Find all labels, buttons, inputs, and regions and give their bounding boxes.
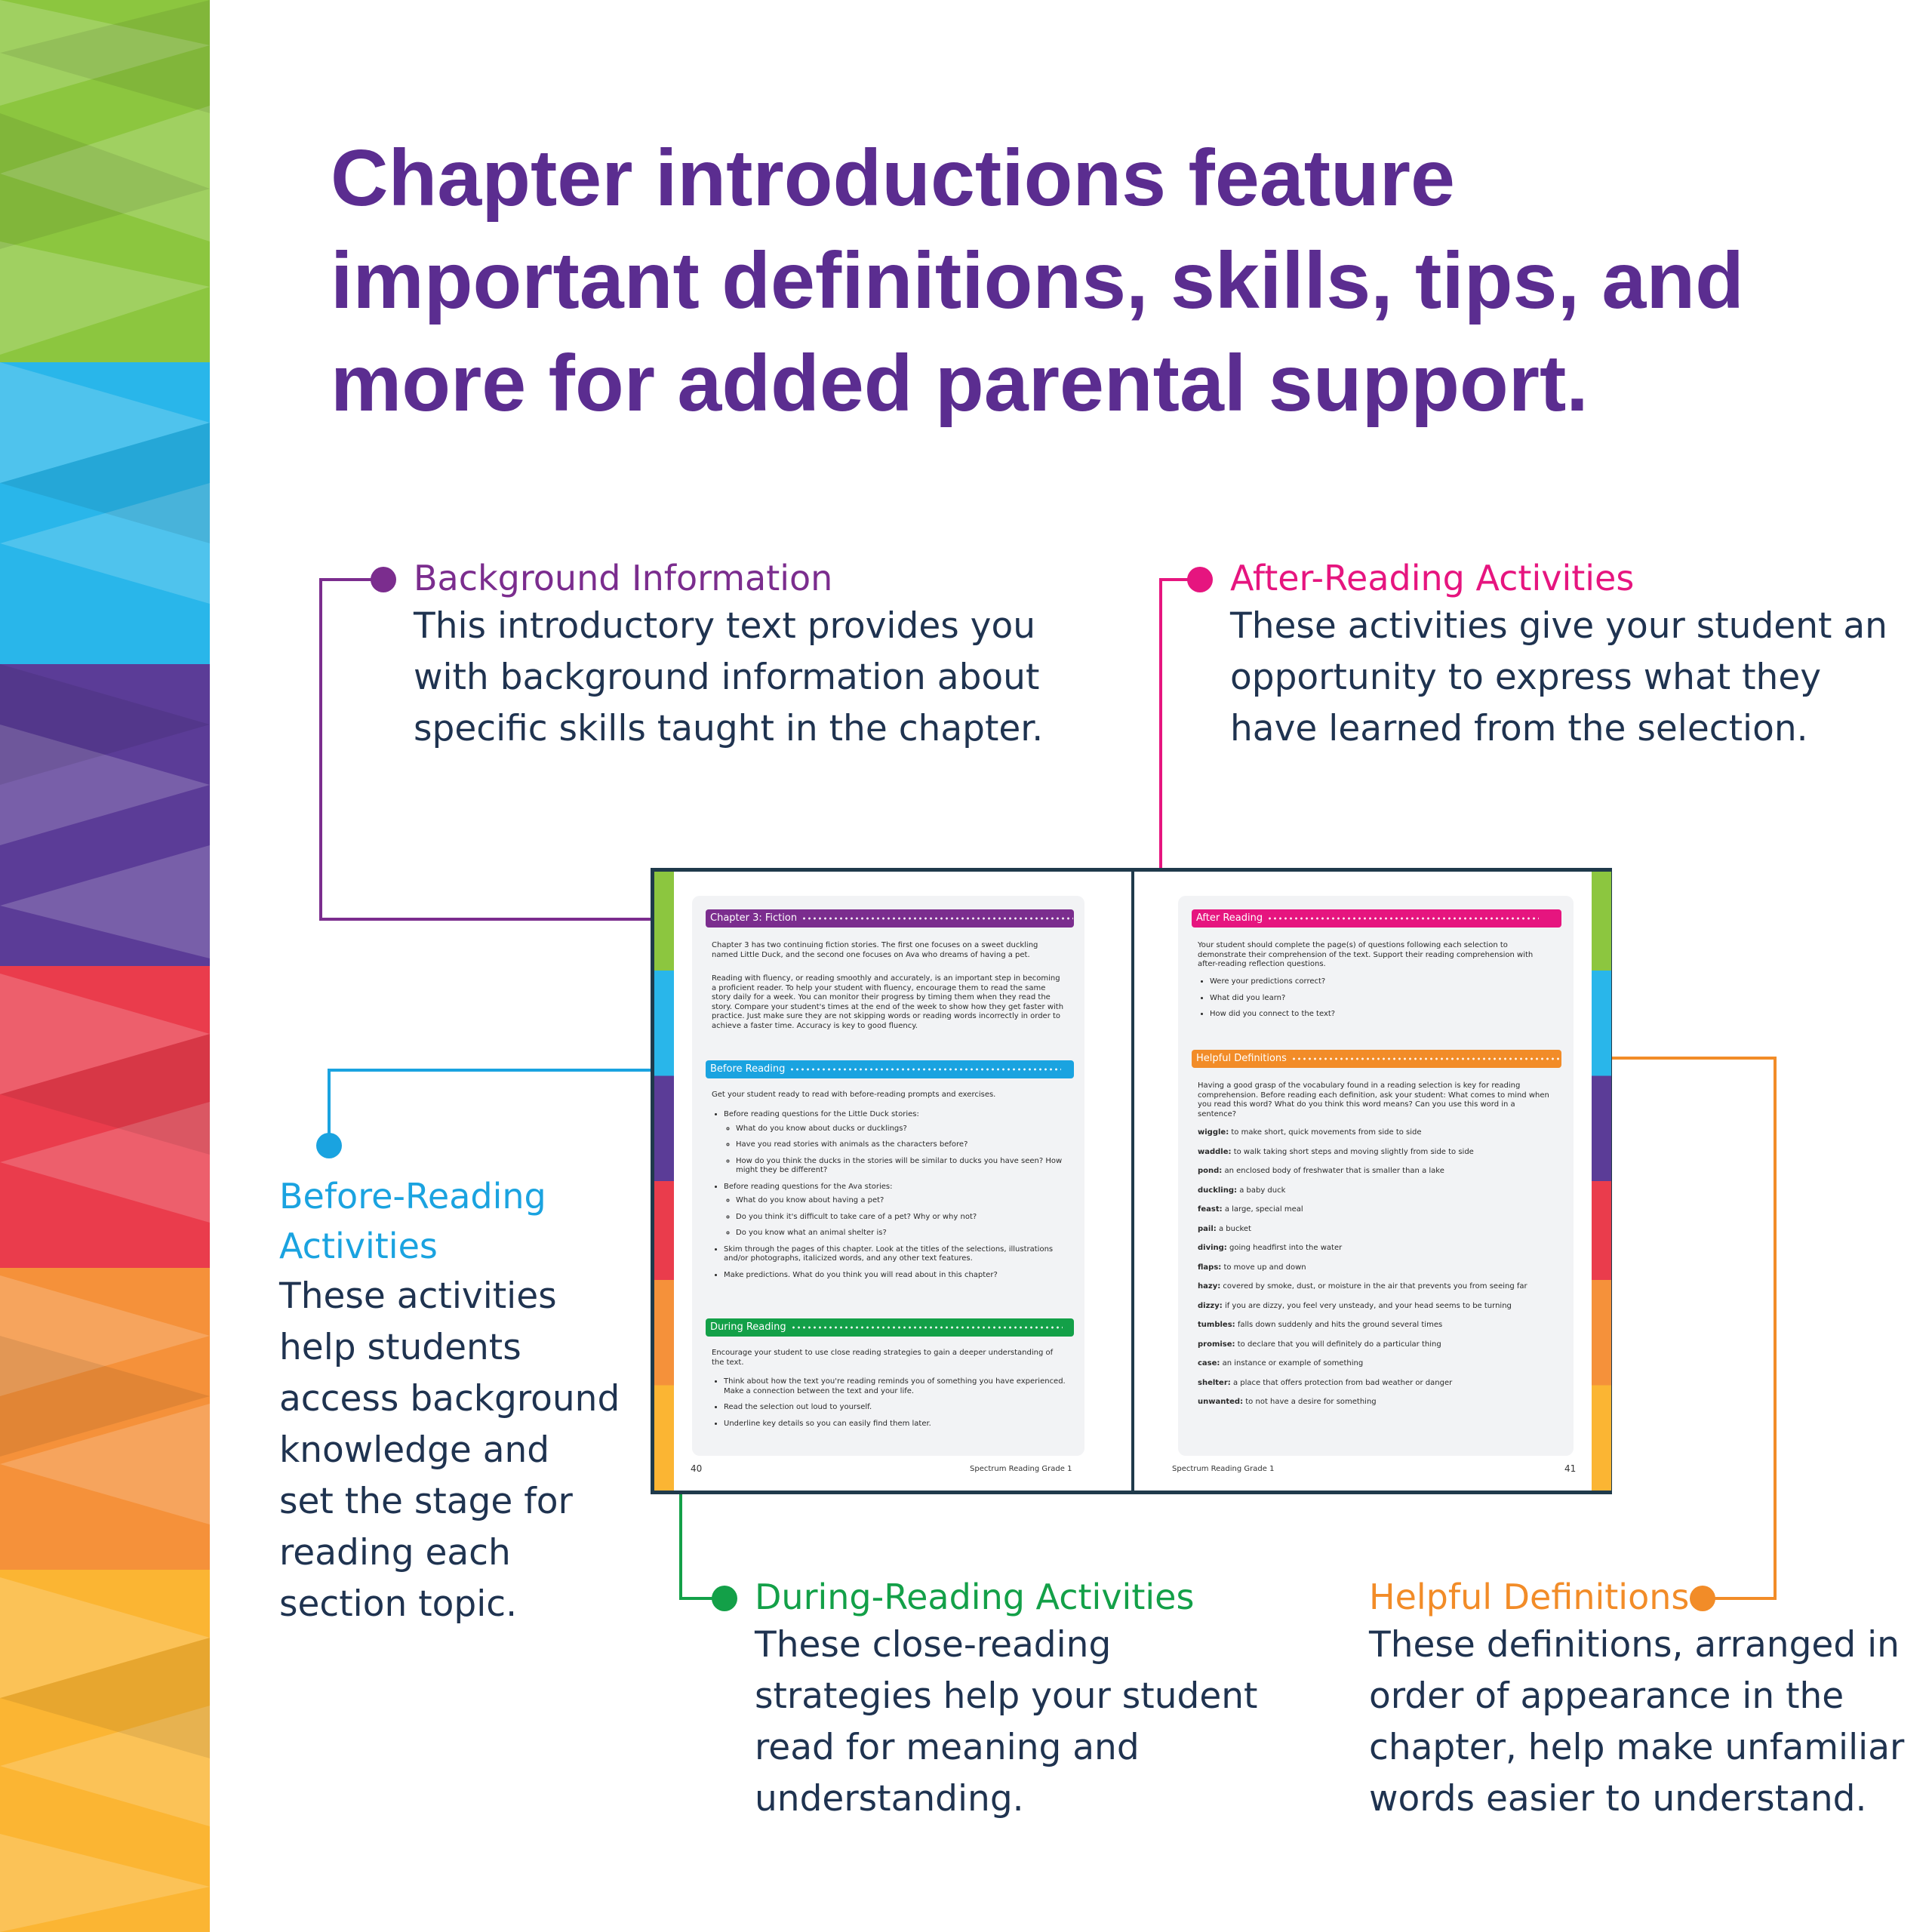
after-reading-intro: Your student should complete the page(s) of questions following each selection to demonstrate their comprehension of the text. Support their reading comprehension with after-reading reflection questions.: [1198, 941, 1534, 968]
text-line: with background information about: [414, 657, 1040, 698]
callout-title: During-Reading Activities: [755, 1577, 1195, 1617]
helpful-definitions-bar: [1192, 1050, 1561, 1068]
book-spread: [651, 868, 1612, 1494]
callout-before-reading: [279, 1171, 634, 1630]
bar-label: Chapter 3: Fiction: [710, 912, 798, 924]
definition-item: shelter: a place that offers protection from bad weather or danger: [1198, 1378, 1453, 1387]
list-item: • Were your predictions correct?: [1210, 977, 1552, 987]
list-item: • Before reading questions for the Little Duck stories: ◦ What do you know about ducks or ducklings? ◦ Have you read stories with animals as the characters before? ◦ How do you think the ducks in the stories will be similar to ducks you have seen? How might they be different?: [724, 1110, 1066, 1176]
definition-item: pond: an enclosed body of freshwater that is smaller than a lake: [1198, 1167, 1444, 1175]
text-line: knowledge and: [279, 1429, 550, 1471]
headline-line-2: important definitions, skills, tips, and: [331, 236, 1744, 325]
during-reading-list: [712, 1377, 1066, 1435]
definition-item: dizzy: if you are dizzy, you feel very unsteady, and your head seems to be turning: [1198, 1301, 1512, 1310]
bar-label: During Reading: [710, 1321, 786, 1333]
definition-item: flaps: to move up and down: [1198, 1263, 1306, 1272]
dot-background: [371, 567, 396, 592]
title-line: Before-Reading: [279, 1176, 546, 1217]
text-line: opportunity to express what they: [1230, 657, 1822, 698]
headline-line-3: more for added parental support.: [331, 339, 1589, 428]
definition-item: tumbles: falls down suddenly and hits the ground several times: [1198, 1321, 1443, 1329]
definition-item: promise: to declare that you will definitely do a particular thing: [1198, 1340, 1441, 1349]
before-reading-bar: [706, 1060, 1074, 1078]
definition-item: diving: going headfirst into the water: [1198, 1244, 1343, 1252]
callout-after-reading: [1230, 555, 1909, 755]
right-page-color-edge: [1592, 872, 1611, 1491]
before-reading-intro: Get your student ready to read with before-reading prompts and exercises.: [712, 1091, 996, 1099]
callout-during-reading: [755, 1574, 1298, 1825]
text-line: These activities give your student an: [1230, 605, 1887, 647]
text-line: section topic.: [279, 1583, 518, 1625]
list-item: • Read the selection out loud to yourself.: [724, 1403, 1066, 1413]
callout-text: [414, 601, 1063, 755]
bar-label: After Reading: [1196, 912, 1263, 924]
list-item: • Make predictions. What do you think you will read about in this chapter?: [724, 1271, 1066, 1281]
page-number-left: 40: [691, 1463, 703, 1474]
list-item: • Before reading questions for the Ava stories: ◦ What do you know about having a pet? ◦ Do you think it's difficult to take care of a pet? Why or why not? ◦ Do you know what an animal shelter is?: [724, 1183, 1066, 1238]
after-reading-list: [1198, 977, 1552, 1026]
callout-title: After-Reading Activities: [1230, 558, 1635, 598]
footer-left: Spectrum Reading Grade 1: [970, 1465, 1072, 1473]
definition-item: wiggle: to make short, quick movements from side to side: [1198, 1128, 1422, 1137]
dot-during: [712, 1586, 737, 1611]
callout-background-information: [414, 555, 1063, 755]
list-item: • What did you learn?: [1210, 994, 1552, 1004]
left-page-color-edge: [654, 872, 674, 1491]
definition-item: feast: a large, special meal: [1198, 1205, 1303, 1214]
list-item: ◦ What do you know about ducks or ducklings?: [736, 1124, 1066, 1134]
text-line: help students: [279, 1327, 521, 1368]
text-line: These close-reading: [755, 1624, 1112, 1666]
definition-item: waddle: to walk taking short steps and moving slightly from side to side: [1198, 1147, 1474, 1156]
definition-item: pail: a bucket: [1198, 1224, 1251, 1233]
during-reading-bar: [706, 1318, 1074, 1337]
text-line: reading each: [279, 1532, 511, 1574]
list-item: • Skim through the pages of this chapter. Look at the titles of the selections, illustrations and/or photographs, italicized words, and any other text features.: [724, 1245, 1066, 1264]
callout-title: Helpful Definitions: [1369, 1577, 1690, 1617]
list-item: ◦ Do you think it's difficult to take care of a pet? Why or why not?: [736, 1213, 1066, 1223]
text-line: order of appearance in the: [1369, 1675, 1844, 1717]
callout-helpful-definitions: [1369, 1574, 1912, 1825]
during-reading-intro: Encourage your student to use close reading strategies to gain a deeper understanding of the text.: [712, 1349, 1054, 1367]
list-item: • How did you connect to the text?: [1210, 1010, 1552, 1020]
text-line: chapter, help make unfamiliar: [1369, 1727, 1905, 1768]
text-line: specific skills taught in the chapter.: [414, 708, 1044, 749]
list-item: • Underline key details so you can easily find them later.: [724, 1420, 1066, 1429]
before-reading-list: [712, 1110, 1066, 1287]
text-line: access background: [279, 1378, 620, 1420]
text-line: words easier to understand.: [1369, 1778, 1867, 1820]
list-item: ◦ What do you know about having a pet?: [736, 1196, 1066, 1206]
list-item: • Think about how the text you're reading reminds you of something you have experienced. Make a connection between the text and your life.: [724, 1377, 1066, 1396]
text-line: These activities: [279, 1275, 557, 1317]
text-line: set the stage for: [279, 1481, 573, 1522]
chapter-bar: [706, 909, 1074, 928]
definition-item: unwanted: to not have a desire for something: [1198, 1398, 1377, 1406]
bar-label: Helpful Definitions: [1196, 1053, 1287, 1064]
callout-text: [279, 1271, 634, 1630]
list-item: ◦ Do you know what an animal shelter is?: [736, 1229, 1066, 1238]
definition-item: duckling: a baby duck: [1198, 1186, 1286, 1195]
callout-text: [1230, 601, 1909, 755]
right-page: [1134, 872, 1611, 1491]
definition-item: hazy: covered by smoke, dust, or moisture in the air that prevents you from seeing far: [1198, 1282, 1527, 1291]
list-item: ◦ How do you think the ducks in the stories will be similar to ducks you have seen? How might they be different?: [736, 1157, 1066, 1176]
text-line: These definitions, arranged in: [1369, 1624, 1900, 1666]
dot-after: [1187, 567, 1213, 592]
list-item: ◦ Have you read stories with animals as the characters before?: [736, 1140, 1066, 1150]
text-line: understanding.: [755, 1778, 1024, 1820]
callout-text: [755, 1620, 1298, 1825]
after-reading-bar: [1192, 909, 1561, 928]
callout-title: Background Information: [414, 558, 833, 598]
page-number-right: 41: [1564, 1463, 1577, 1474]
definition-item: case: an instance or example of something: [1198, 1359, 1364, 1367]
definitions-list: [1198, 1128, 1560, 1417]
intro-paragraph-1: Chapter 3 has two continuing fiction stories. The first one focuses on a sweet duckling named Little Duck, and the second one focuses on Ava who dreams of having a pet.: [712, 941, 1038, 959]
callout-title: [279, 1171, 634, 1271]
headline-line-1: Chapter introductions feature: [331, 134, 1456, 223]
callout-text: [1369, 1620, 1912, 1825]
text-line: strategies help your student: [755, 1675, 1258, 1717]
title-line: Activities: [279, 1226, 438, 1266]
text-line: have learned from the selection.: [1230, 708, 1808, 749]
dot-before: [316, 1133, 342, 1158]
definitions-intro: Having a good grasp of the vocabulary found in a reading selection is key for reading comprehension. Before reading each definition, ask your student: What comes to mind when you read this word? What do you think this word means? Can you use this word in a sentence?: [1198, 1081, 1549, 1118]
bar-label: Before Reading: [710, 1063, 786, 1075]
left-page: [654, 872, 1131, 1491]
intro-paragraph-2: Reading with fluency, or reading smoothly and accurately, is an important step in becoming a proficient reader. To help your student with fluency, encourage them to read the same story daily for a week. You can monitor their progress by timing them when they read the story. Compare your student's times at the end of the week to show how they get faster with practice. Just make sure they are not skipping words or reading words incorrectly in order to achieve a faster time. Accuracy is key to good fluency.: [712, 974, 1064, 1030]
text-line: This introductory text provides you: [414, 605, 1036, 647]
footer-right: Spectrum Reading Grade 1: [1172, 1465, 1275, 1473]
text-line: read for meaning and: [755, 1727, 1140, 1768]
